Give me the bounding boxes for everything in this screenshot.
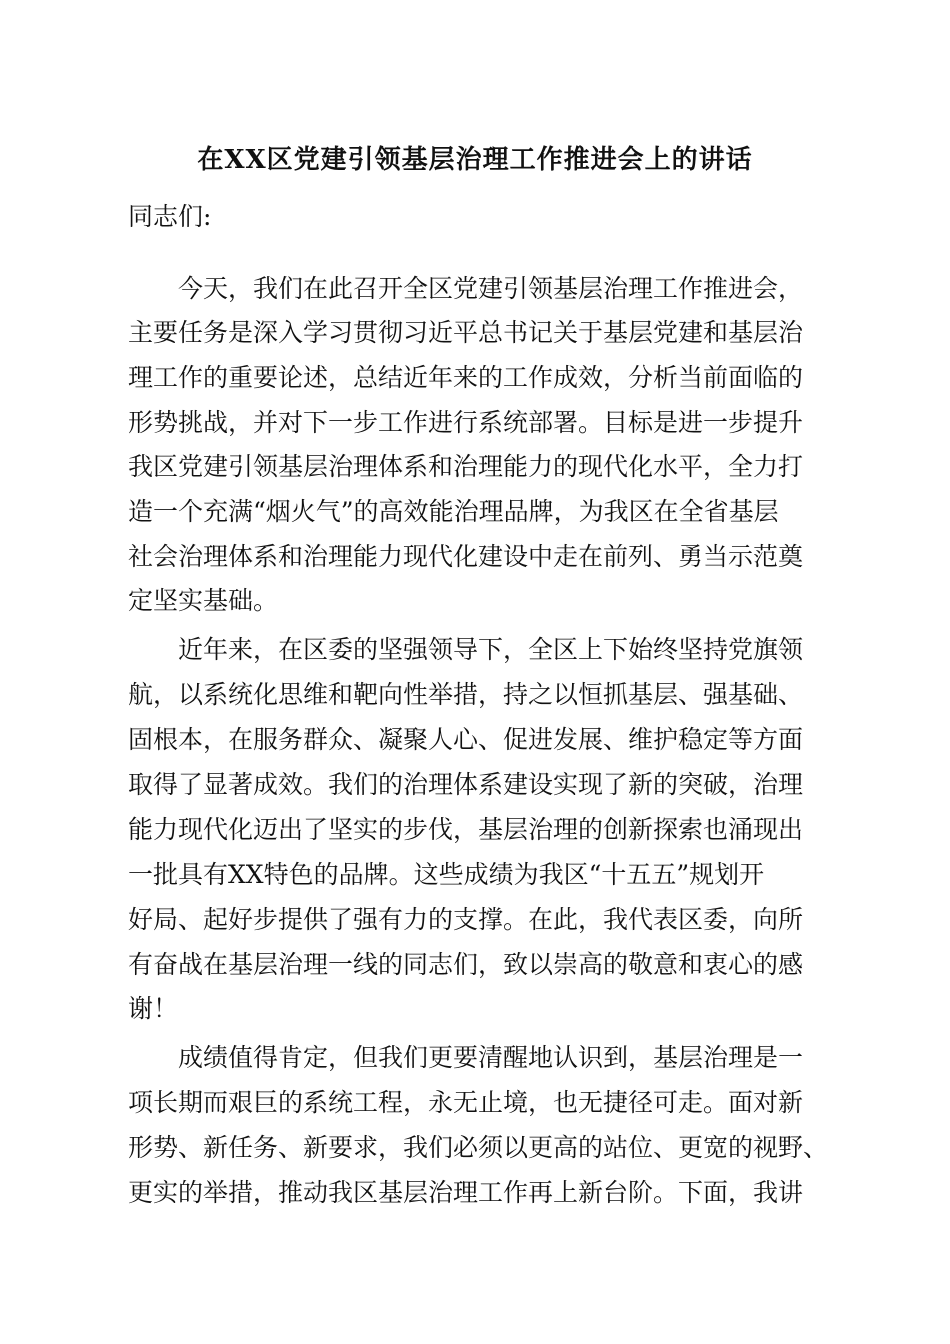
text-line: 今天，我们在此召开全区党建引领基层治理工作推进会， xyxy=(128,274,804,303)
text-line: 形势、新任务、新要求，我们必须以更高的站位、更宽的视野、 xyxy=(128,1133,829,1162)
text-line: 理工作的重要论述，总结近年来的工作成效，分析当前面临的 xyxy=(128,363,804,392)
document-title: 在XX区党建引领基层治理工作推进会上的讲话 xyxy=(197,145,753,175)
text-line: 定坚实基础。 xyxy=(128,586,279,615)
text-line: 项长期而艰巨的系统工程，永无止境，也无捷径可走。面对新 xyxy=(128,1088,804,1117)
text-line: 主要任务是深入学习贯彻习近平总书记关于基层党建和基层治 xyxy=(128,318,804,347)
text-line: 固根本，在服务群众、凝聚人心、促进发展、维护稳定等方面 xyxy=(128,725,804,754)
text-line: 一批具有XX特色的品牌。这些成绩为我区“十五五”规划开 xyxy=(128,860,765,889)
text-line: 有奋战在基层治理一线的同志们，致以崇高的敬意和衷心的感 xyxy=(128,950,804,979)
greeting: 同志们: xyxy=(128,202,212,231)
text-line: 取得了显著成效。我们的治理体系建设实现了新的突破，治理 xyxy=(128,770,804,799)
text-line: 我区党建引领基层治理体系和治理能力的现代化水平，全力打 xyxy=(128,452,804,481)
text-line: 近年来，在区委的坚强领导下，全区上下始终坚持党旗领 xyxy=(128,635,804,664)
text-line: 形势挑战，并对下一步工作进行系统部署。目标是进一步提升 xyxy=(128,408,804,437)
text-line: 成绩值得肯定，但我们更要清醒地认识到，基层治理是一 xyxy=(128,1043,804,1072)
text-line: 好局、起好步提供了强有力的支撑。在此，我代表区委，向所 xyxy=(128,905,804,934)
text-line: 谢！ xyxy=(128,994,179,1023)
text-line: 航，以系统化思维和靶向性举措，持之以恒抓基层、强基础、 xyxy=(128,680,804,709)
text-line: 更实的举措，推动我区基层治理工作再上新台阶。下面，我讲 xyxy=(128,1178,804,1207)
text-line: 社会治理体系和治理能力现代化建设中走在前列、勇当示范奠 xyxy=(128,542,804,571)
text-line: 能力现代化迈出了坚实的步伐，基层治理的创新探索也涌现出 xyxy=(128,815,804,844)
text-line: 造一个充满“烟火气”的高效能治理品牌，为我区在全省基层 xyxy=(128,497,779,526)
